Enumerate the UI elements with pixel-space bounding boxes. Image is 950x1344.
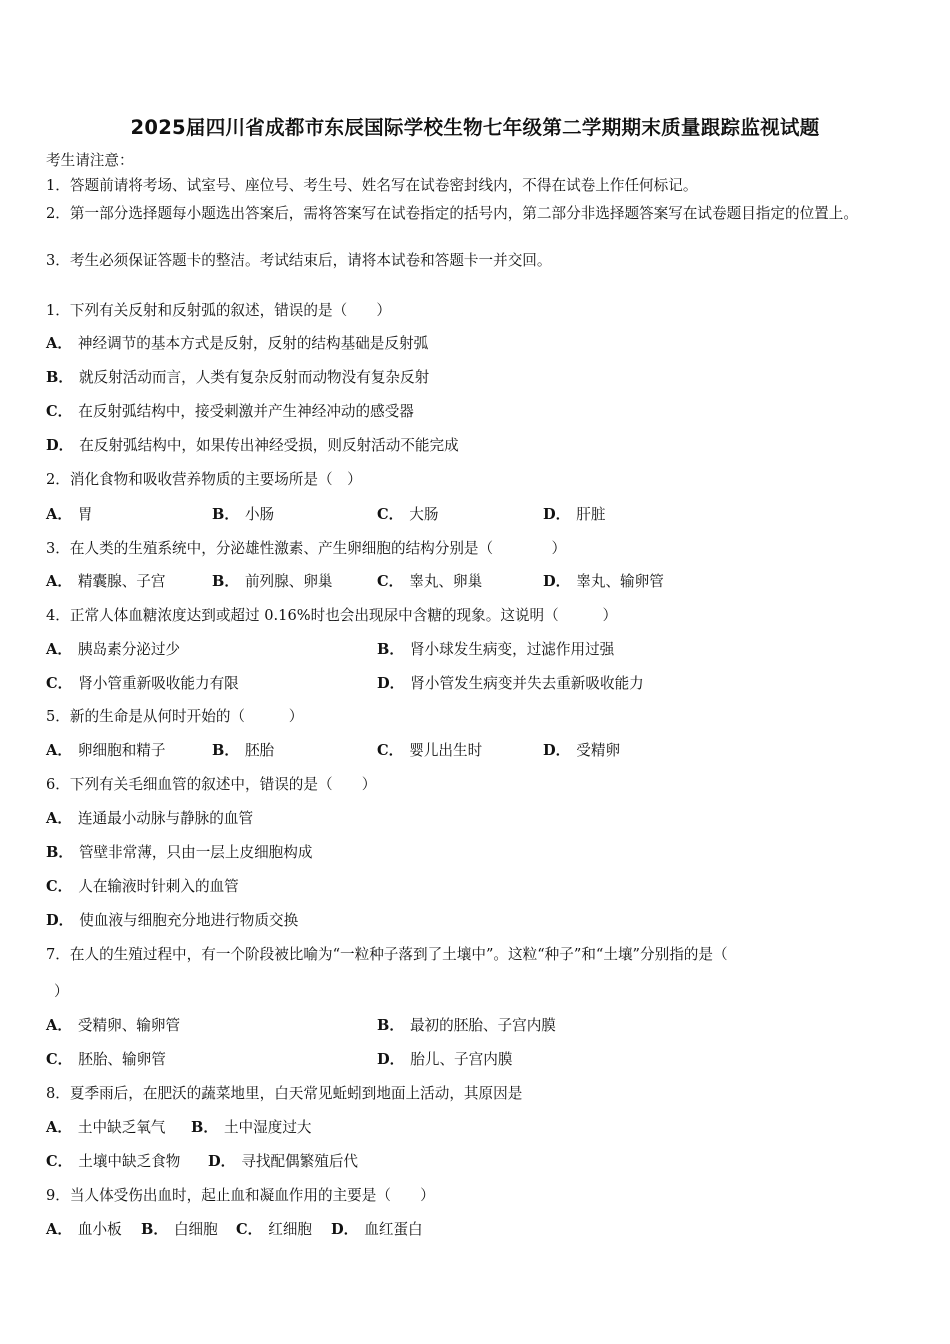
option-label: A． xyxy=(46,1017,72,1034)
option-text: 寻找配偶繁殖后代 xyxy=(241,1153,359,1170)
option-d xyxy=(543,741,620,761)
option-label: A． xyxy=(46,1119,72,1136)
option-label: D． xyxy=(46,437,74,454)
option-d xyxy=(208,1152,358,1172)
option-d xyxy=(543,572,664,592)
option-label: C． xyxy=(46,1153,73,1170)
option-label: D． xyxy=(46,912,74,929)
notice-heading: 考生请注意： xyxy=(46,152,134,169)
option-text: 精囊腺、子宫 xyxy=(77,573,166,590)
question-stem: 8．夏季雨后，在肥沃的蔬菜地里，白天常见蚯蚓到地面上活动，其原因是 xyxy=(46,1085,523,1102)
option-b xyxy=(212,572,333,592)
option-text: 管壁非常薄，只由一层上皮细胞构成 xyxy=(78,844,313,861)
option-c xyxy=(46,402,414,422)
option-text: 大肠 xyxy=(409,506,439,523)
option-text: 土中缺乏氧气 xyxy=(77,1119,166,1136)
option-label: C． xyxy=(46,675,73,692)
option-label: B． xyxy=(212,506,239,523)
notice-item: 2．第一部分选择题每小题选出答案后，需将答案写在试卷指定的括号内，第二部分非选择题答案写在试卷题目指定的位置上。 xyxy=(46,205,858,222)
option-label: C． xyxy=(46,403,73,420)
question-stem-continued: ） xyxy=(54,983,69,1000)
option-b xyxy=(141,1220,218,1240)
option-label: A． xyxy=(46,641,72,658)
option-text: 肾小管发生病变并失去重新吸收能力 xyxy=(410,675,644,692)
option-text: 睾丸、输卵管 xyxy=(576,573,664,590)
option-text: 在反射弧结构中，接受刺激并产生神经冲动的感受器 xyxy=(78,403,414,420)
option-label: D． xyxy=(208,1153,236,1170)
option-label: B． xyxy=(212,742,239,759)
option-c xyxy=(46,1050,166,1070)
option-label: B． xyxy=(212,573,239,590)
question-stem: 2．消化食物和吸收营养物质的主要场所是（ ） xyxy=(46,471,362,488)
option-text: 胃 xyxy=(77,506,93,523)
option-a xyxy=(46,1220,122,1240)
option-c xyxy=(377,741,482,761)
option-c xyxy=(236,1220,312,1240)
option-b xyxy=(377,640,614,660)
option-a xyxy=(46,1016,180,1036)
option-b xyxy=(212,741,274,761)
option-label: B． xyxy=(191,1119,218,1136)
option-text: 卵细胞和精子 xyxy=(77,742,166,759)
option-c xyxy=(377,505,438,525)
option-label: B． xyxy=(377,641,404,658)
option-d xyxy=(331,1220,423,1240)
option-text: 血小板 xyxy=(77,1221,122,1238)
option-label: D． xyxy=(331,1221,359,1238)
option-label: D． xyxy=(377,1051,405,1068)
notice-item: 3．考生必须保证答题卡的整洁。考试结束后，请将本试卷和答题卡一并交回。 xyxy=(46,252,552,269)
question-stem: 9．当人体受伤出血时，起止血和凝血作用的主要是（ ） xyxy=(46,1187,435,1204)
option-label: D． xyxy=(377,675,405,692)
option-text: 肾小球发生病变，过滤作用过强 xyxy=(409,641,615,658)
option-text: 白细胞 xyxy=(173,1221,218,1238)
option-a xyxy=(46,572,166,592)
option-text: 前列腺、卵巢 xyxy=(244,573,333,590)
option-text: 红细胞 xyxy=(268,1221,313,1238)
question-stem: 5．新的生命是从何时开始的（ ） xyxy=(46,708,304,725)
option-text: 胚胎 xyxy=(244,742,275,759)
option-b xyxy=(377,1016,556,1036)
option-label: A． xyxy=(46,810,72,827)
option-label: C． xyxy=(46,878,73,895)
question-stem: 7．在人的生殖过程中，有一个阶段被比喻为“一粒种子落到了土壤中”。这粒“种子”和“土壤”分别指的是（ xyxy=(46,946,728,963)
question-stem: 3．在人类的生殖系统中，分泌雄性激素、产生卵细胞的结构分别是（ ） xyxy=(46,540,567,557)
option-text: 睾丸、卵巢 xyxy=(409,573,483,590)
option-c xyxy=(377,572,482,592)
option-label: A． xyxy=(46,506,72,523)
option-label: C． xyxy=(236,1221,263,1238)
option-text: 胚胎、输卵管 xyxy=(78,1051,166,1068)
question-stem: 6．下列有关毛细血管的叙述中，错误的是（ ） xyxy=(46,776,377,793)
option-text: 土壤中缺乏食物 xyxy=(78,1153,181,1170)
option-c xyxy=(46,674,239,694)
question-stem: 4．正常人体血糖浓度达到或超过 0.16%时也会出现尿中含糖的现象。这说明（ ） xyxy=(46,607,618,624)
option-c xyxy=(46,877,239,897)
option-label: D． xyxy=(543,506,571,523)
option-b xyxy=(46,843,312,863)
option-label: B． xyxy=(46,844,73,861)
option-text: 小肠 xyxy=(244,506,275,523)
option-d xyxy=(46,911,298,931)
exam-title: 2025届四川省成都市东辰国际学校生物七年级第二学期期末质量跟踪监视试题 xyxy=(130,116,820,139)
option-a xyxy=(46,741,166,761)
option-text: 最初的胚胎、子宫内膜 xyxy=(409,1017,556,1034)
option-text: 胎儿、子宫内膜 xyxy=(410,1051,513,1068)
option-label: C． xyxy=(377,573,404,590)
option-b xyxy=(191,1118,312,1138)
option-label: B． xyxy=(141,1221,168,1238)
option-label: D． xyxy=(543,742,571,759)
option-d xyxy=(377,674,644,694)
option-label: B． xyxy=(46,369,73,386)
option-label: A． xyxy=(46,335,72,352)
option-text: 在反射弧结构中，如果传出神经受损，则反射活动不能完成 xyxy=(79,437,459,454)
option-d xyxy=(377,1050,512,1070)
option-label: D． xyxy=(543,573,571,590)
option-text: 肾小管重新吸收能力有限 xyxy=(78,675,239,692)
option-label: C． xyxy=(377,742,404,759)
option-a xyxy=(46,334,428,354)
question-stem: 1．下列有关反射和反射弧的叙述，错误的是（ ） xyxy=(46,302,391,319)
option-label: B． xyxy=(377,1017,404,1034)
option-text: 肝脏 xyxy=(576,506,606,523)
option-text: 受精卵、输卵管 xyxy=(77,1017,181,1034)
option-a xyxy=(46,1118,166,1138)
option-text: 连通最小动脉与静脉的血管 xyxy=(77,810,254,827)
option-b xyxy=(212,505,274,525)
notice-item: 1．答题前请将考场、试室号、座位号、考生号、姓名写在试卷密封线内，不得在试卷上作任何标记。 xyxy=(46,177,698,194)
option-text: 婴儿出生时 xyxy=(409,742,483,759)
option-text: 就反射活动而言，人类有复杂反射而动物没有复杂反射 xyxy=(78,369,430,386)
option-a xyxy=(46,809,253,829)
option-b xyxy=(46,368,429,388)
option-d xyxy=(46,436,459,456)
option-text: 使血液与细胞充分地进行物质交换 xyxy=(79,912,299,929)
option-text: 土中湿度过大 xyxy=(223,1119,312,1136)
option-text: 胰岛素分泌过少 xyxy=(77,641,181,658)
option-label: A． xyxy=(46,573,72,590)
option-c xyxy=(46,1152,180,1172)
option-label: A． xyxy=(46,742,72,759)
option-a xyxy=(46,640,180,660)
option-a xyxy=(46,505,93,525)
option-text: 神经调节的基本方式是反射，反射的结构基础是反射弧 xyxy=(77,335,429,352)
option-label: A． xyxy=(46,1221,72,1238)
option-d xyxy=(543,505,605,525)
option-text: 人在输液时针刺入的血管 xyxy=(78,878,239,895)
option-text: 血红蛋白 xyxy=(364,1221,423,1238)
option-label: C． xyxy=(46,1051,73,1068)
option-text: 受精卵 xyxy=(576,742,621,759)
option-label: C． xyxy=(377,506,404,523)
